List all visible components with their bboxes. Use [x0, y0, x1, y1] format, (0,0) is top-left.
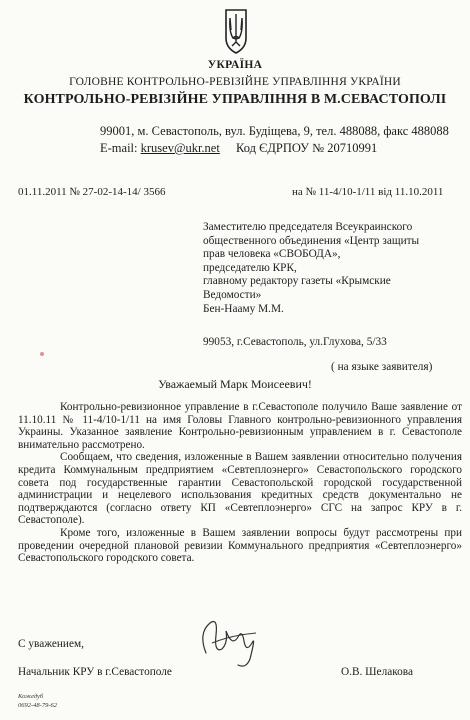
recipient-line: Заместителю председателя Всеукраинского: [203, 221, 413, 233]
email-label: E-mail:: [100, 141, 138, 155]
recipient-line: главному редактору газеты «Крымские: [203, 275, 391, 288]
recipient-line: общественного объединения «Центр защиты: [203, 234, 420, 247]
closing-regards: С уважением,: [18, 638, 84, 650]
email-link[interactable]: krusev@ukr.net: [140, 141, 220, 155]
body-paragraph: Сообщаем, что сведения, изложенные в Вашем заявлении относительно получения кредита Коммунальным предприятием «Севтеплоэнерго» Севастопольского городского совета под государственные гарантии Севастопольской городской государственной администрации и нецелевого использования кредитных средств документально не подтверждаются (согласно ответу КП «Севтеплоэнерго» СГС на запрос КРУ в г. Севастополе).: [18, 451, 462, 527]
recipient-line: Бен-Нааму М.М.: [203, 302, 284, 315]
language-note: ( на языке заявителя): [331, 361, 433, 373]
signatory-position: Начальник КРУ в г.Севастополе: [18, 666, 172, 678]
country-title: УКРАЇНА: [207, 59, 263, 71]
ink-mark: [40, 352, 44, 356]
letter-body: [18, 401, 462, 565]
recipient-block: [203, 221, 463, 316]
recipient-line: председателю КРК,: [203, 261, 297, 274]
executor-name: Кожедуб: [18, 693, 44, 700]
ukraine-trident-emblem: [223, 8, 249, 54]
incoming-reference: на № 11-4/10-1/11 від 11.10.2011: [292, 186, 444, 198]
body-paragraph: Кроме того, изложенные в Вашем заявлении вопросы будут рассмотрены при проведении очередной плановой ревизии Коммунального предприятия «Севтеплоэнерго» Севастопольского городского совета.: [18, 526, 462, 565]
recipient-line: Ведомости»: [203, 288, 262, 301]
recipient-line: прав человека «СВОБОДА»,: [203, 248, 341, 261]
signatory-name: О.В. Шелакова: [341, 666, 413, 678]
body-paragraph: Контрольно-ревизионное управление в г.Севастополе получило Ваше заявление от 11.10.11 № 11-4/10-1/11 на имя Головы Главного контрольно-ревизионного управления Украины. Указанное заявление Контрольно-ревизионным управлением в г. Севастополе внимательно рассмотрено.: [18, 401, 462, 451]
outgoing-reference: 01.11.2011 № 27-02-14-14/ 3566: [18, 186, 166, 198]
salutation: Уважаемый Марк Моисеевич!: [158, 377, 312, 391]
handwritten-signature: [192, 613, 264, 671]
recipient-address: 99053, г.Севастополь, ул.Глухова, 5/33: [203, 336, 387, 348]
edrpou-code: Код ЄДРПОУ № 20710991: [236, 141, 378, 155]
parent-organization: ГОЛОВНЕ КОНТРОЛЬНО-РЕВІЗІЙНЕ УПРАВЛІННЯ УКРАЇНИ: [69, 76, 401, 88]
contact-row: [100, 141, 378, 156]
organization-address: 99001, м. Севастополь, вул. Будіщева, 9, тел. 488088, факс 488088: [100, 124, 449, 138]
executor-phone: 0692-48-79-62: [18, 702, 57, 709]
organization-name: КОНТРОЛЬНО-РЕВІЗІЙНЕ УПРАВЛІННЯ В М.СЕВАСТОПОЛІ: [23, 92, 447, 107]
